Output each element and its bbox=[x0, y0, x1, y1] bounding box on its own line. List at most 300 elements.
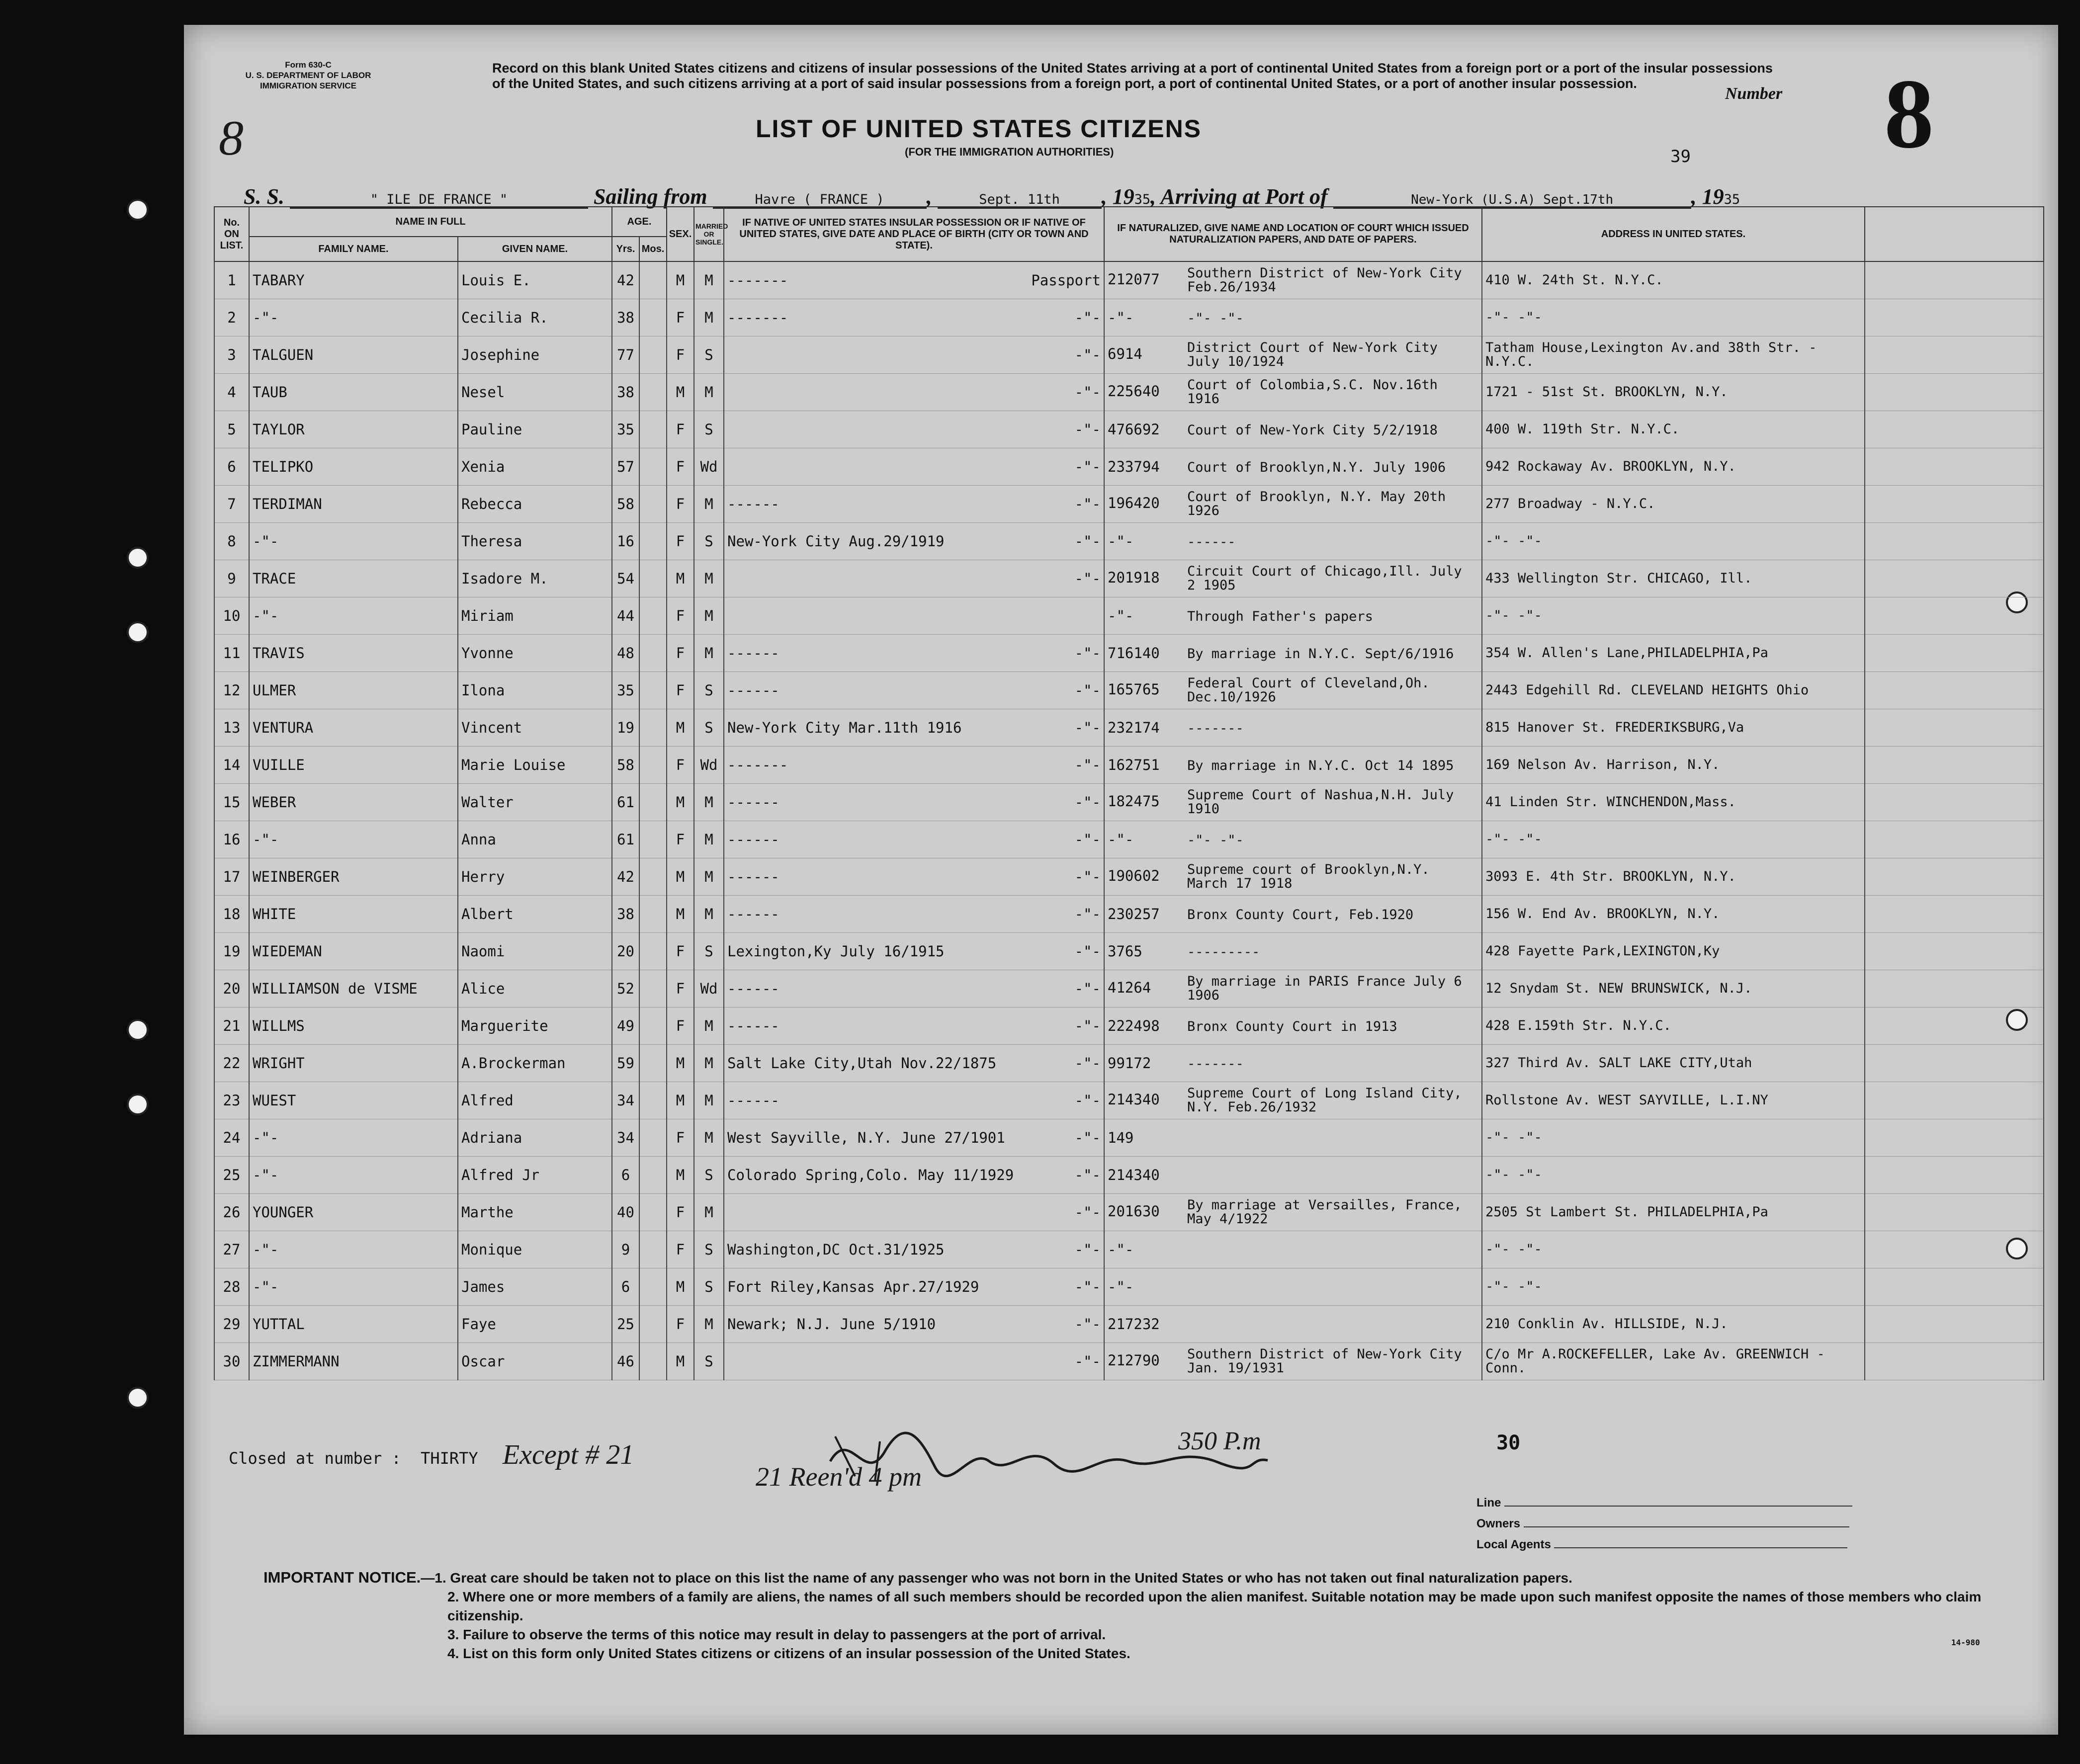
naturalization-court: Supreme Court of Nashua,N.H. July 1910 bbox=[1187, 787, 1454, 817]
cell-sex: M bbox=[667, 858, 694, 896]
cell-age-months bbox=[639, 970, 667, 1008]
cell-marital-status: S bbox=[694, 709, 724, 747]
ship-name: " ILE DE FRANCE " bbox=[290, 192, 588, 209]
cell-address: 433 Wellington Str. CHICAGO, Ill. bbox=[1482, 560, 1865, 597]
cell-age-years: 6 bbox=[612, 1157, 639, 1194]
cell-birth bbox=[724, 486, 1104, 523]
cell-blank bbox=[1865, 523, 2044, 560]
departure-year: 35 bbox=[1134, 192, 1151, 207]
cell-marital-status: M bbox=[694, 1008, 724, 1045]
cell-birth bbox=[724, 635, 1104, 672]
cell-birth bbox=[724, 784, 1104, 821]
notice-item: 1. Great care should be taken not to place on this list the name of any passenger who was not born in the United States or who has not taken out final naturalization papers. bbox=[434, 1570, 1572, 1586]
notice-item: 4. List on this form only United States citizens or citizens of an insular possession of the United States. bbox=[447, 1646, 1130, 1661]
birth-place-date: Fort Riley,Kansas Apr.27/1929 bbox=[727, 1278, 979, 1295]
table-row bbox=[214, 1119, 2044, 1157]
cell-sex: F bbox=[667, 821, 694, 858]
cell-age-years: 54 bbox=[612, 560, 639, 597]
birth-note: -"- bbox=[1074, 906, 1101, 923]
table-row bbox=[214, 784, 2044, 821]
cell-no: 13 bbox=[214, 709, 249, 747]
naturalization-court: Court of Brooklyn,N.Y. July 1906 bbox=[1187, 460, 1446, 475]
table-row bbox=[214, 486, 2044, 523]
cell-no: 25 bbox=[214, 1157, 249, 1194]
cell-sex: F bbox=[667, 448, 694, 486]
cell-address: -"- -"- bbox=[1482, 821, 1865, 858]
cell-blank bbox=[1865, 970, 2044, 1008]
birth-place-date: ------- bbox=[727, 756, 788, 773]
table-row bbox=[214, 523, 2044, 560]
col-no: No. ON LIST. bbox=[214, 207, 249, 261]
cell-blank bbox=[1865, 1343, 2044, 1380]
cell-address: 169 Nelson Av. Harrison, N.Y. bbox=[1482, 747, 1865, 784]
cell-no: 26 bbox=[214, 1194, 249, 1231]
birth-note: -"- bbox=[1074, 1278, 1101, 1295]
cell-address: 41 Linden Str. WINCHENDON,Mass. bbox=[1482, 784, 1865, 821]
cell-naturalization bbox=[1104, 336, 1482, 374]
birth-place-date: Newark; N.J. June 5/1910 bbox=[727, 1316, 936, 1333]
cell-family-name: ZIMMERMANN bbox=[249, 1343, 458, 1380]
naturalization-court: Through Father's papers bbox=[1187, 609, 1373, 624]
cell-age-years: 57 bbox=[612, 448, 639, 486]
cell-naturalization bbox=[1104, 933, 1482, 970]
cell-naturalization bbox=[1104, 1343, 1482, 1380]
cell-address: 12 Snydam St. NEW BRUNSWICK, N.J. bbox=[1482, 970, 1865, 1008]
birth-place-date: ------ bbox=[727, 794, 780, 811]
cell-sex: F bbox=[667, 1306, 694, 1343]
cell-marital-status: S bbox=[694, 523, 724, 560]
col-blank bbox=[1865, 207, 2044, 261]
cell-family-name: YOUNGER bbox=[249, 1194, 458, 1231]
cell-age-years: 61 bbox=[612, 784, 639, 821]
table-row bbox=[214, 374, 2044, 411]
arriving-label: Arriving at Port of bbox=[1160, 184, 1328, 209]
birth-place-date: Lexington,Ky July 16/1915 bbox=[727, 943, 945, 960]
cell-age-years: 48 bbox=[612, 635, 639, 672]
cell-birth bbox=[724, 933, 1104, 970]
naturalization-court: By marriage at Versailles, France, May 4/1922 bbox=[1187, 1197, 1462, 1227]
notice-heading: IMPORTANT NOTICE. bbox=[263, 1569, 421, 1586]
birth-note: -"- bbox=[1074, 756, 1101, 773]
cell-address: 277 Broadway - N.Y.C. bbox=[1482, 486, 1865, 523]
cell-family-name: -"- bbox=[249, 821, 458, 858]
cell-naturalization bbox=[1104, 896, 1482, 933]
naturalization-court: Circuit Court of Chicago,Ill. July 2 1905 bbox=[1187, 564, 1462, 593]
naturalization-court: District Court of New-York City July 10/1924 bbox=[1187, 340, 1438, 369]
cell-family-name: WRIGHT bbox=[249, 1045, 458, 1082]
year-prefix-label: 19 bbox=[1112, 184, 1134, 209]
birth-note: -"- bbox=[1074, 719, 1101, 736]
table-row bbox=[214, 597, 2044, 635]
birth-note: -"- bbox=[1074, 1092, 1101, 1109]
naturalization-number: 222498 bbox=[1108, 1017, 1160, 1034]
cell-marital-status: M bbox=[694, 1306, 724, 1343]
cell-blank bbox=[1865, 448, 2044, 486]
birth-note: -"- bbox=[1074, 1167, 1101, 1183]
cell-marital-status: S bbox=[694, 1231, 724, 1268]
birth-place-date: ------ bbox=[727, 980, 780, 997]
cell-birth bbox=[724, 1343, 1104, 1380]
closed-at-number bbox=[229, 1439, 634, 1471]
cell-age-years: 61 bbox=[612, 821, 639, 858]
cell-sex: F bbox=[667, 1231, 694, 1268]
cell-address: -"- -"- bbox=[1482, 523, 1865, 560]
cell-naturalization bbox=[1104, 1157, 1482, 1194]
cell-sex: F bbox=[667, 1119, 694, 1157]
cell-given-name: Marie Louise bbox=[458, 747, 612, 784]
cell-blank bbox=[1865, 486, 2044, 523]
cell-no: 22 bbox=[214, 1045, 249, 1082]
table-row bbox=[214, 896, 2044, 933]
cell-marital-status: M bbox=[694, 560, 724, 597]
cell-marital-status: S bbox=[694, 1157, 724, 1194]
naturalization-court: --------- bbox=[1187, 944, 1260, 960]
table-row bbox=[214, 1157, 2044, 1194]
cell-birth bbox=[724, 560, 1104, 597]
table-row bbox=[214, 1045, 2044, 1082]
cell-age-months bbox=[639, 1082, 667, 1119]
naturalization-number: 182475 bbox=[1108, 793, 1160, 810]
table-row bbox=[214, 858, 2044, 896]
cell-given-name: Miriam bbox=[458, 597, 612, 635]
cell-age-years: 20 bbox=[612, 933, 639, 970]
naturalization-number: 41264 bbox=[1108, 979, 1151, 996]
cell-blank bbox=[1865, 261, 2044, 299]
cell-birth bbox=[724, 1119, 1104, 1157]
birth-note: -"- bbox=[1074, 570, 1101, 587]
table-row bbox=[214, 336, 2044, 374]
cell-family-name: TAYLOR bbox=[249, 411, 458, 448]
cell-blank bbox=[1865, 784, 2044, 821]
cell-no: 15 bbox=[214, 784, 249, 821]
cell-naturalization bbox=[1104, 709, 1482, 747]
cell-naturalization bbox=[1104, 261, 1482, 299]
cell-age-years: 49 bbox=[612, 1008, 639, 1045]
birth-note: -"- bbox=[1074, 1129, 1101, 1146]
cell-address: 156 W. End Av. BROOKLYN, N.Y. bbox=[1482, 896, 1865, 933]
cell-marital-status: M bbox=[694, 1045, 724, 1082]
cell-address: 815 Hanover St. FREDERIKSBURG,Va bbox=[1482, 709, 1865, 747]
birth-note: -"- bbox=[1074, 384, 1101, 401]
cell-address: 2505 St Lambert St. PHILADELPHIA,Pa bbox=[1482, 1194, 1865, 1231]
cell-naturalization bbox=[1104, 635, 1482, 672]
cell-given-name: Rebecca bbox=[458, 486, 612, 523]
number-label: Number bbox=[1725, 84, 1783, 103]
cell-address: -"- -"- bbox=[1482, 597, 1865, 635]
naturalization-number: -"- bbox=[1108, 1241, 1134, 1258]
cell-no: 28 bbox=[214, 1268, 249, 1306]
form-identifier: Form 630-C U. S. DEPARTMENT OF LABOR IMMIGRATION SERVICE bbox=[245, 60, 371, 90]
binder-hole bbox=[127, 1387, 149, 1409]
cell-no: 24 bbox=[214, 1119, 249, 1157]
table-row bbox=[214, 448, 2044, 486]
cell-address: -"- -"- bbox=[1482, 1268, 1865, 1306]
cell-age-months bbox=[639, 933, 667, 970]
cell-birth bbox=[724, 261, 1104, 299]
cell-age-years: 46 bbox=[612, 1343, 639, 1380]
birth-place-date: ------ bbox=[727, 682, 780, 699]
cell-naturalization bbox=[1104, 784, 1482, 821]
cell-address: C/o Mr A.ROCKEFELLER, Lake Av. GREENWICH - Conn. bbox=[1482, 1343, 1865, 1380]
cell-given-name: A.Brockerman bbox=[458, 1045, 612, 1082]
cell-sex: F bbox=[667, 635, 694, 672]
cell-blank bbox=[1865, 1045, 2044, 1082]
cell-given-name: Theresa bbox=[458, 523, 612, 560]
binder-hole bbox=[127, 199, 149, 221]
cell-age-months bbox=[639, 896, 667, 933]
cell-address: 1721 - 51st St. BROOKLYN, N.Y. bbox=[1482, 374, 1865, 411]
birth-place-date: ------- bbox=[727, 272, 788, 289]
birth-place-date: ------ bbox=[727, 906, 780, 923]
cell-family-name: -"- bbox=[249, 597, 458, 635]
cell-given-name: Louis E. bbox=[458, 261, 612, 299]
cell-given-name: Naomi bbox=[458, 933, 612, 970]
birth-place-date: ------ bbox=[727, 868, 780, 885]
birth-note: -"- bbox=[1074, 1316, 1101, 1333]
cell-blank bbox=[1865, 747, 2044, 784]
cell-given-name: Anna bbox=[458, 821, 612, 858]
cell-age-years: 58 bbox=[612, 747, 639, 784]
cell-sex: M bbox=[667, 1157, 694, 1194]
table-row bbox=[214, 672, 2044, 709]
line-label: Line bbox=[1476, 1496, 1501, 1510]
cell-sex: M bbox=[667, 1343, 694, 1380]
naturalization-number: 6914 bbox=[1108, 345, 1142, 362]
birth-note: -"- bbox=[1074, 682, 1101, 699]
naturalization-court: ------- bbox=[1187, 721, 1244, 736]
col-yrs: Yrs. bbox=[612, 237, 639, 261]
cell-family-name: TRAVIS bbox=[249, 635, 458, 672]
table-row bbox=[214, 747, 2044, 784]
cell-family-name: -"- bbox=[249, 1268, 458, 1306]
cell-naturalization bbox=[1104, 374, 1482, 411]
cell-age-years: 35 bbox=[612, 672, 639, 709]
cell-no: 7 bbox=[214, 486, 249, 523]
cell-marital-status: M bbox=[694, 299, 724, 336]
cell-marital-status: S bbox=[694, 1343, 724, 1380]
table-row bbox=[214, 1082, 2044, 1119]
cell-age-years: 6 bbox=[612, 1268, 639, 1306]
naturalization-number: 201630 bbox=[1108, 1203, 1160, 1220]
cell-family-name: TABARY bbox=[249, 261, 458, 299]
cell-age-months bbox=[639, 747, 667, 784]
birth-note: -"- bbox=[1074, 943, 1101, 960]
cell-age-months bbox=[639, 374, 667, 411]
cell-age-years: 34 bbox=[612, 1119, 639, 1157]
table-row bbox=[214, 1231, 2044, 1268]
cell-address: Rollstone Av. WEST SAYVILLE, L.I.NY bbox=[1482, 1082, 1865, 1119]
cell-sex: F bbox=[667, 523, 694, 560]
cell-sex: M bbox=[667, 374, 694, 411]
naturalization-number: 225640 bbox=[1108, 383, 1160, 400]
cell-age-years: 52 bbox=[612, 970, 639, 1008]
cell-blank bbox=[1865, 1119, 2044, 1157]
naturalization-court: Southern District of New-York City Feb.26/1934 bbox=[1187, 265, 1462, 295]
cell-no: 12 bbox=[214, 672, 249, 709]
cell-no: 4 bbox=[214, 374, 249, 411]
naturalization-court: Federal Court of Cleveland,Oh. Dec.10/1926 bbox=[1187, 675, 1430, 705]
handwritten-except-note: Except # 21 bbox=[502, 1439, 634, 1470]
cell-age-months bbox=[639, 784, 667, 821]
birth-note: -"- bbox=[1074, 868, 1101, 885]
cell-no: 10 bbox=[214, 597, 249, 635]
cell-no: 29 bbox=[214, 1306, 249, 1343]
birth-place-date: Colorado Spring,Colo. May 11/1929 bbox=[727, 1167, 1014, 1183]
cell-family-name: -"- bbox=[249, 523, 458, 560]
cell-birth bbox=[724, 709, 1104, 747]
naturalization-court: Court of Brooklyn, N.Y. May 20th 1926 bbox=[1187, 489, 1446, 518]
cell-blank bbox=[1865, 933, 2044, 970]
binder-hole bbox=[127, 621, 149, 643]
cell-sex: M bbox=[667, 261, 694, 299]
naturalization-court: By marriage in N.Y.C. Sept/6/1916 bbox=[1187, 646, 1454, 662]
document-subtitle: (FOR THE IMMIGRATION AUTHORITIES) bbox=[905, 146, 1114, 158]
cell-family-name: WILLIAMSON de VISME bbox=[249, 970, 458, 1008]
cell-marital-status: M bbox=[694, 1194, 724, 1231]
birth-note: -"- bbox=[1074, 458, 1101, 475]
naturalization-number: 149 bbox=[1108, 1129, 1134, 1146]
page-stamp: 39 bbox=[1670, 147, 1691, 167]
cell-naturalization bbox=[1104, 411, 1482, 448]
closed-value: THIRTY bbox=[421, 1449, 478, 1468]
cell-blank bbox=[1865, 821, 2044, 858]
cell-given-name: Ilona bbox=[458, 672, 612, 709]
cell-blank bbox=[1865, 635, 2044, 672]
cell-birth bbox=[724, 448, 1104, 486]
cell-naturalization bbox=[1104, 1082, 1482, 1119]
cell-birth bbox=[724, 821, 1104, 858]
cell-birth bbox=[724, 970, 1104, 1008]
cell-no: 23 bbox=[214, 1082, 249, 1119]
naturalization-number: 99172 bbox=[1108, 1055, 1151, 1072]
cell-birth bbox=[724, 858, 1104, 896]
binder-hole bbox=[127, 1019, 149, 1041]
cell-age-years: 34 bbox=[612, 1082, 639, 1119]
cell-age-years: 59 bbox=[612, 1045, 639, 1082]
cell-naturalization bbox=[1104, 299, 1482, 336]
cell-address: -"- -"- bbox=[1482, 1157, 1865, 1194]
cell-marital-status: M bbox=[694, 896, 724, 933]
cell-marital-status: Wd bbox=[694, 448, 724, 486]
cell-birth bbox=[724, 896, 1104, 933]
naturalization-court: Bronx County Court, Feb.1920 bbox=[1187, 907, 1414, 923]
cell-family-name: WEBER bbox=[249, 784, 458, 821]
naturalization-court: By marriage in N.Y.C. Oct 14 1895 bbox=[1187, 758, 1454, 773]
cell-no: 3 bbox=[214, 336, 249, 374]
cell-address: -"- -"- bbox=[1482, 299, 1865, 336]
cell-no: 2 bbox=[214, 299, 249, 336]
cell-no: 30 bbox=[214, 1343, 249, 1380]
cell-no: 21 bbox=[214, 1008, 249, 1045]
cell-marital-status: M bbox=[694, 486, 724, 523]
binder-hole bbox=[127, 547, 149, 569]
cell-given-name: Pauline bbox=[458, 411, 612, 448]
cell-family-name: TRACE bbox=[249, 560, 458, 597]
col-address: ADDRESS IN UNITED STATES. bbox=[1482, 207, 1865, 261]
handwritten-margin-note: 21 Reen'd 4 pm bbox=[756, 1462, 922, 1492]
birth-note: -"- bbox=[1074, 645, 1101, 662]
naturalization-number: -"- bbox=[1108, 533, 1134, 550]
cell-birth bbox=[724, 1231, 1104, 1268]
cell-given-name: Oscar bbox=[458, 1343, 612, 1380]
naturalization-number: 232174 bbox=[1108, 719, 1160, 736]
birth-place-date: New-York City Aug.29/1919 bbox=[727, 533, 945, 550]
agents-label: Local Agents bbox=[1476, 1538, 1551, 1551]
birth-note: -"- bbox=[1074, 1353, 1101, 1370]
cell-marital-status: S bbox=[694, 411, 724, 448]
closed-label: Closed at number : bbox=[229, 1449, 401, 1468]
cell-sex: M bbox=[667, 1045, 694, 1082]
cell-naturalization bbox=[1104, 1008, 1482, 1045]
table-row bbox=[214, 1268, 2044, 1306]
cell-given-name: Alice bbox=[458, 970, 612, 1008]
naturalization-number: 217232 bbox=[1108, 1316, 1160, 1333]
cell-blank bbox=[1865, 597, 2044, 635]
cell-marital-status: M bbox=[694, 374, 724, 411]
naturalization-court: Court of Colombia,S.C. Nov.16th 1916 bbox=[1187, 377, 1438, 407]
birth-note: -"- bbox=[1074, 496, 1101, 512]
ss-label: S. S. bbox=[244, 184, 284, 209]
cell-naturalization bbox=[1104, 1045, 1482, 1082]
birth-place-date: New-York City Mar.11th 1916 bbox=[727, 719, 962, 736]
cell-no: 5 bbox=[214, 411, 249, 448]
table-row bbox=[214, 261, 2044, 299]
cell-naturalization bbox=[1104, 448, 1482, 486]
cell-marital-status: S bbox=[694, 1268, 724, 1306]
cell-address: 3093 E. 4th Str. BROOKLYN, N.Y. bbox=[1482, 858, 1865, 896]
birth-place-date: West Sayville, N.Y. June 27/1901 bbox=[727, 1129, 1005, 1146]
cell-age-months bbox=[639, 336, 667, 374]
cell-marital-status: M bbox=[694, 858, 724, 896]
cell-no: 6 bbox=[214, 448, 249, 486]
departure-port: Havre ( FRANCE ) bbox=[713, 192, 927, 209]
cell-sex: M bbox=[667, 896, 694, 933]
naturalization-court: Court of New-York City 5/2/1918 bbox=[1187, 422, 1438, 438]
cell-age-months bbox=[639, 448, 667, 486]
cell-naturalization bbox=[1104, 597, 1482, 635]
cell-given-name: Alfred Jr bbox=[458, 1157, 612, 1194]
cell-naturalization bbox=[1104, 1306, 1482, 1343]
birth-note: -"- bbox=[1074, 1241, 1101, 1258]
cell-marital-status: M bbox=[694, 635, 724, 672]
cell-sex: F bbox=[667, 1008, 694, 1045]
cell-family-name: -"- bbox=[249, 1119, 458, 1157]
cell-blank bbox=[1865, 560, 2044, 597]
cell-birth bbox=[724, 336, 1104, 374]
naturalization-court: -"- -"- bbox=[1187, 833, 1244, 848]
cell-age-months bbox=[639, 1045, 667, 1082]
cell-age-years: 9 bbox=[612, 1231, 639, 1268]
total-count: 30 bbox=[1496, 1431, 1521, 1454]
birth-place-date: ------- bbox=[727, 309, 788, 326]
cell-address: 2443 Edgehill Rd. CLEVELAND HEIGHTS Ohio bbox=[1482, 672, 1865, 709]
binder-hole bbox=[127, 1093, 149, 1115]
cell-marital-status: M bbox=[694, 261, 724, 299]
cell-address: 354 W. Allen's Lane,PHILADELPHIA,Pa bbox=[1482, 635, 1865, 672]
cell-address: 327 Third Av. SALT LAKE CITY,Utah bbox=[1482, 1045, 1865, 1082]
table-row bbox=[214, 1194, 2044, 1231]
col-mos: Mos. bbox=[639, 237, 667, 261]
cell-sex: M bbox=[667, 784, 694, 821]
cell-sex: M bbox=[667, 709, 694, 747]
cell-naturalization bbox=[1104, 672, 1482, 709]
cell-blank bbox=[1865, 1306, 2044, 1343]
cell-given-name: Albert bbox=[458, 896, 612, 933]
cell-sex: F bbox=[667, 336, 694, 374]
cell-age-years: 16 bbox=[612, 523, 639, 560]
naturalization-number: 3765 bbox=[1108, 943, 1142, 960]
cell-given-name: Marthe bbox=[458, 1194, 612, 1231]
